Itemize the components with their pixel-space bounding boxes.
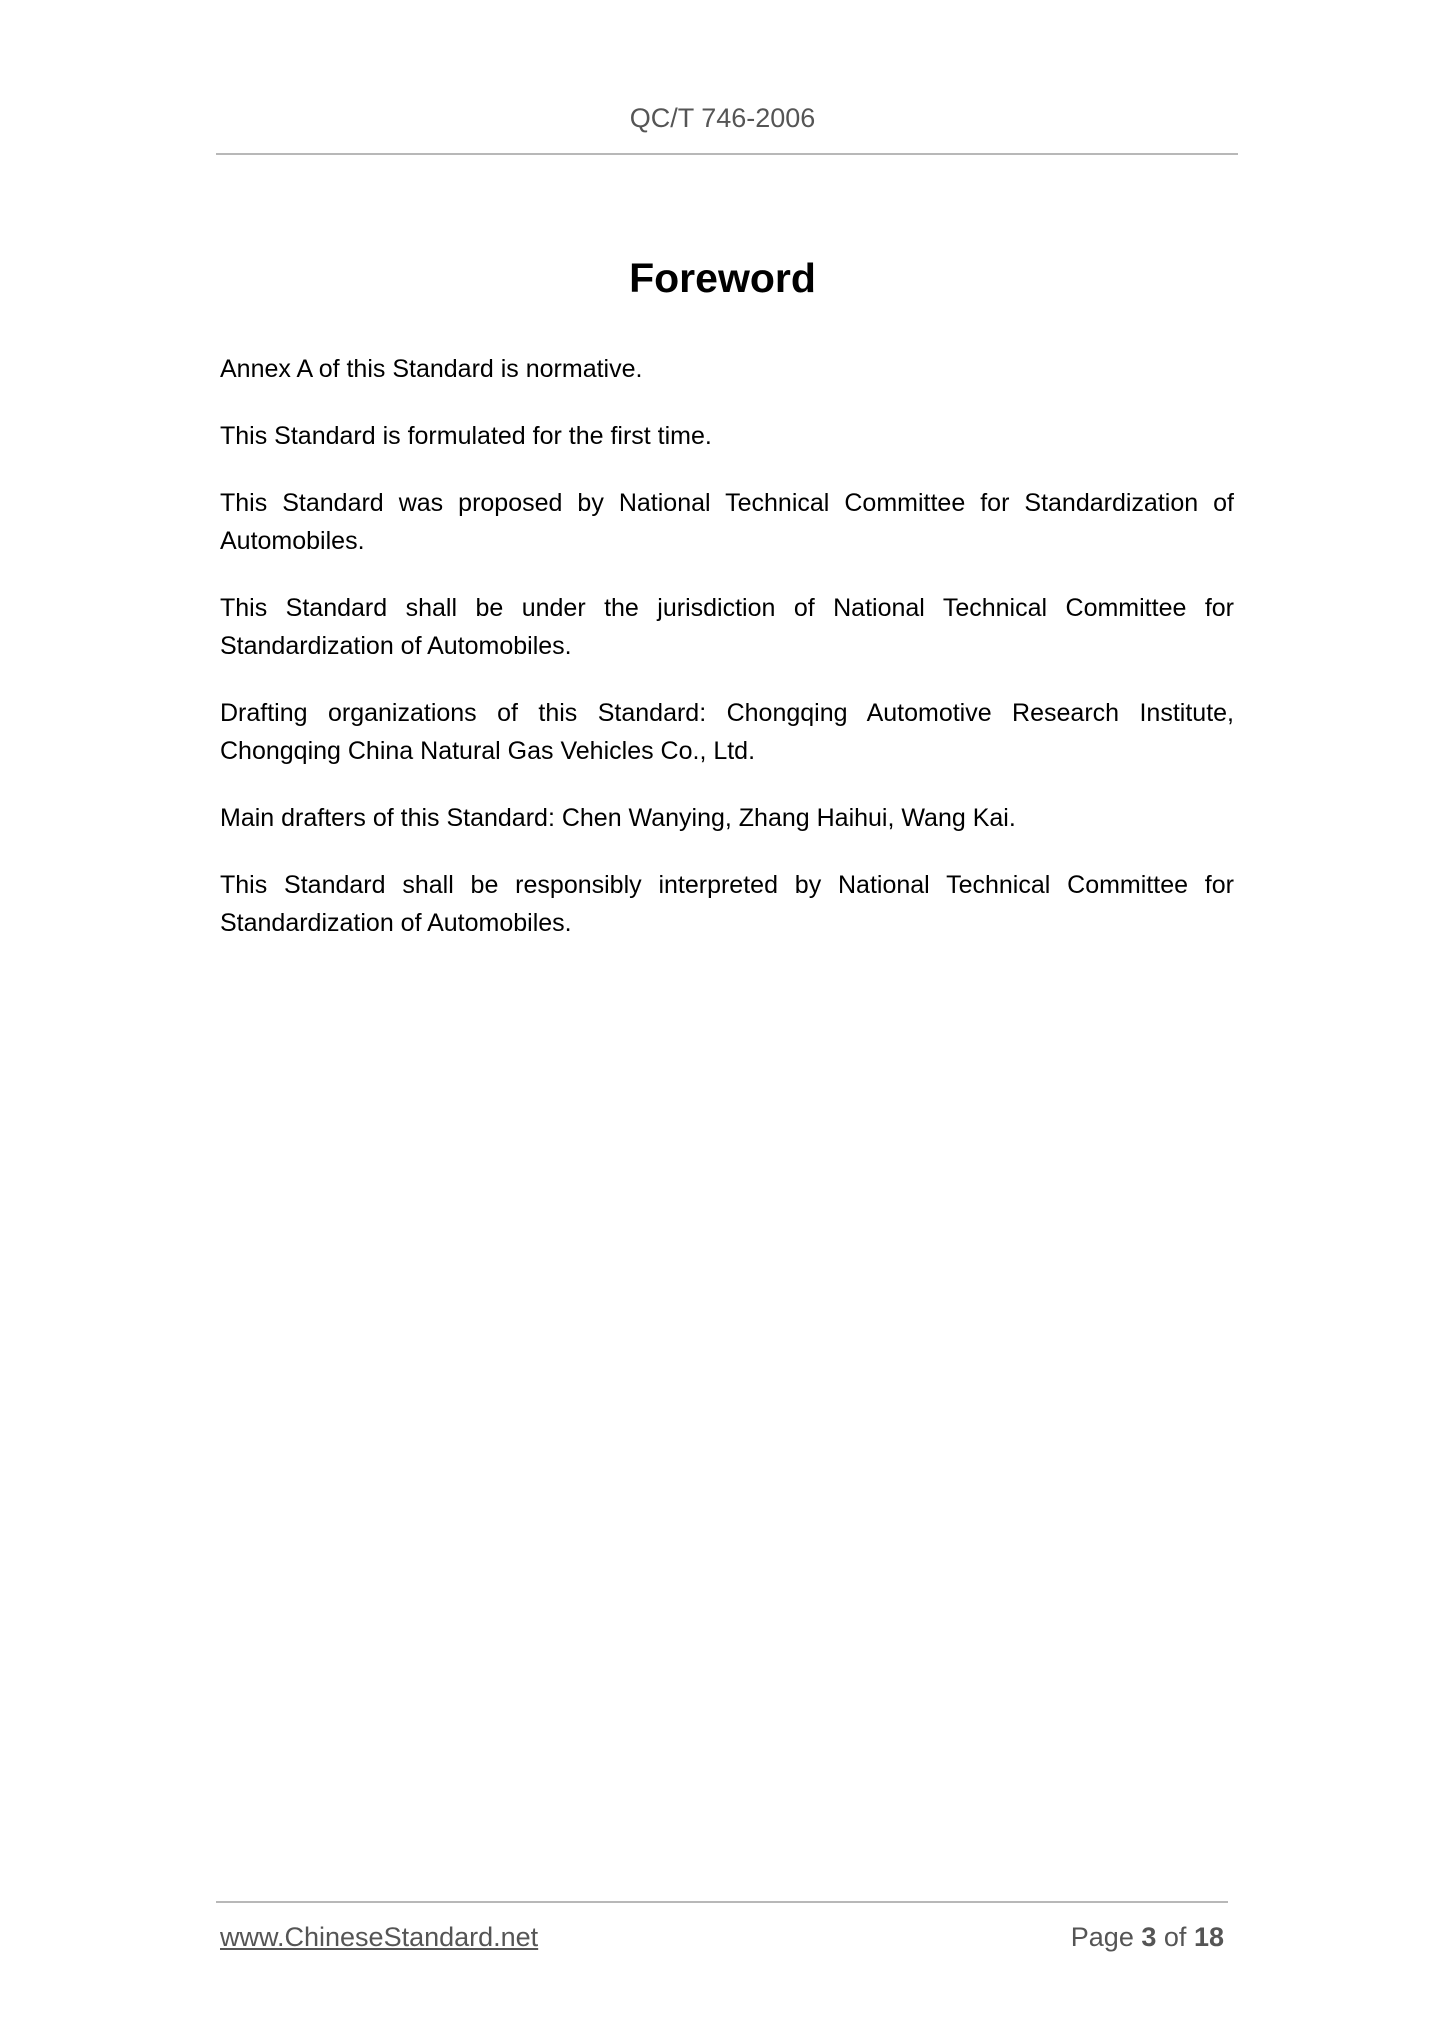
header-divider — [216, 153, 1238, 155]
paragraph-annex-note: Annex A of this Standard is normative. — [220, 355, 643, 383]
paragraph-interpreted-by: This Standard shall be responsibly interpreted by National Technical Committee for Standardization of Automobiles. — [220, 871, 1234, 937]
paragraph-main-drafters: Main drafters of this Standard: Chen Wanying, Zhang Haihui, Wang Kai. — [220, 804, 1016, 832]
foreword-body — [220, 350, 1234, 971]
total-pages-number: 18 — [1193, 1922, 1224, 1952]
page-word: Page — [1070, 1922, 1134, 1952]
page-number — [1071, 1922, 1224, 1953]
of-word: of — [1163, 1922, 1187, 1952]
website-link[interactable]: www.ChineseStandard.net — [220, 1922, 539, 1952]
paragraph-drafting-organizations: Drafting organizations of this Standard: Chongqing Automotive Research Institute, Chongqing China Natural Gas Vehicles Co., Ltd. — [220, 699, 1234, 765]
paragraph-proposed-by: This Standard was proposed by National Technical Committee for Standardization of Automobiles. — [220, 489, 1234, 555]
header-standard-code: QC/T 746-2006 — [629, 103, 816, 133]
paragraph-jurisdiction: This Standard shall be under the jurisdiction of National Technical Committee for Standardization of Automobiles. — [220, 594, 1234, 660]
page-title: Foreword — [629, 255, 816, 301]
current-page-number: 3 — [1141, 1922, 1157, 1952]
paragraph-first-time: This Standard is formulated for the first time. — [220, 422, 712, 450]
footer-divider — [216, 1901, 1228, 1903]
